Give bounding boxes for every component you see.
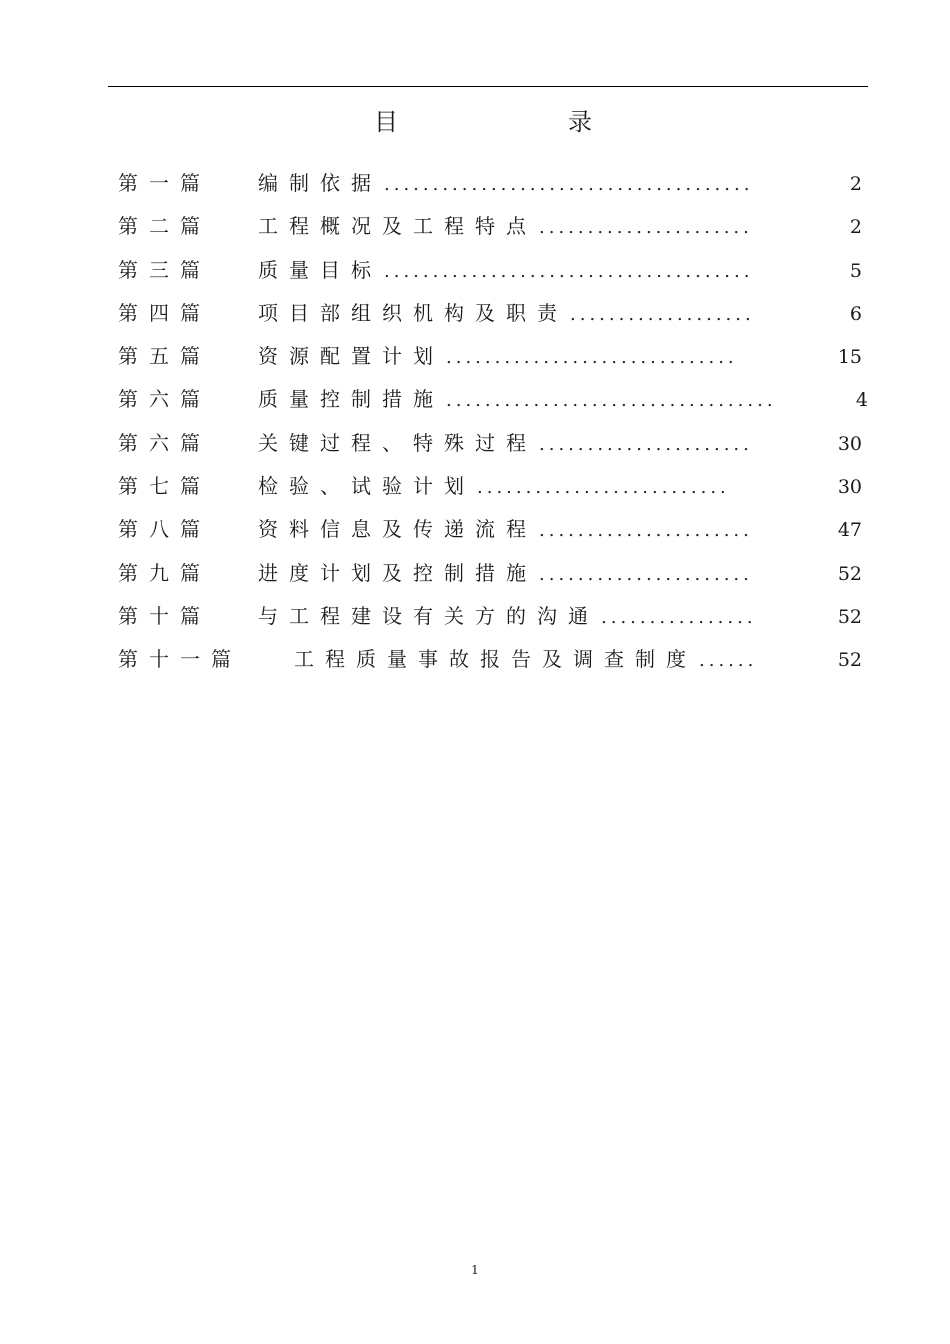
toc-entry[interactable] — [118, 638, 870, 681]
toc-entry[interactable] — [118, 552, 870, 595]
toc-dot-leader: ...... — [699, 650, 758, 672]
toc-chapter-label: 第九篇 — [118, 560, 211, 585]
toc-page-number: 2 — [849, 173, 862, 195]
toc-dot-leader: ................... — [570, 303, 755, 325]
toc-page-number: 15 — [837, 346, 862, 369]
toc-page-number: 2 — [849, 216, 862, 239]
toc-page-number: 52 — [837, 562, 862, 585]
toc-entry[interactable] — [118, 205, 870, 248]
toc-entry[interactable] — [118, 335, 870, 378]
toc-entry-title: 工程概况及工程特点 — [258, 214, 537, 239]
toc-page-number: 52 — [837, 649, 862, 672]
toc-dot-leader: ...................... — [539, 520, 753, 542]
toc-entry[interactable] — [118, 508, 870, 551]
toc-page-number: 47 — [837, 519, 862, 542]
toc-entry[interactable] — [118, 422, 870, 465]
toc-entry[interactable] — [118, 292, 870, 335]
toc-chapter-label: 第八篇 — [118, 517, 211, 542]
toc-entry-title: 质量目标 — [258, 257, 382, 282]
toc-dot-leader: ...................................... — [384, 174, 754, 195]
toc-chapter-label: 第四篇 — [118, 300, 211, 325]
toc-chapter-label: 第二篇 — [118, 214, 211, 239]
toc-dot-leader: ...................................... — [384, 260, 754, 282]
toc-dot-leader: ...................... — [539, 217, 753, 239]
toc-page-number: 52 — [837, 605, 862, 628]
toc-heading-char-2: 录 — [568, 108, 592, 136]
toc-chapter-label: 第六篇 — [118, 430, 211, 455]
toc-heading-char-1: 目 — [374, 108, 398, 136]
toc-entry[interactable] — [118, 162, 870, 205]
toc-entry-title: 编制依据 — [258, 171, 382, 195]
toc-entry-title: 进度计划及控制措施 — [258, 560, 537, 585]
toc-entry-title: 项目部组织机构及职责 — [258, 300, 568, 325]
toc-entry[interactable] — [118, 595, 870, 638]
toc-entry[interactable] — [118, 465, 870, 508]
toc-entry-title: 与工程建设有关方的沟通 — [258, 603, 599, 628]
toc-chapter-label: 第五篇 — [118, 344, 211, 369]
header-rule — [108, 86, 868, 87]
toc-page-number: 4 — [855, 389, 868, 412]
toc-dot-leader: ................ — [601, 606, 757, 628]
toc-entry-title: 工程质量事故报告及调查制度 — [294, 647, 697, 672]
toc-entry-title: 质量控制措施 — [258, 387, 444, 412]
toc-dot-leader: .......................... — [477, 477, 730, 499]
toc-entry[interactable] — [118, 378, 870, 421]
toc-entry-title: 资源配置计划 — [258, 344, 444, 369]
toc-chapter-label: 第三篇 — [118, 257, 211, 282]
toc-chapter-label: 第十篇 — [118, 603, 211, 628]
toc-chapter-label: 第六篇 — [118, 387, 211, 412]
toc-page-number: 5 — [849, 259, 862, 282]
toc-chapter-label: 第七篇 — [118, 474, 211, 499]
toc-entry-title: 检验、试验计划 — [258, 474, 475, 499]
toc-heading — [0, 104, 950, 140]
toc-dot-leader: .................................. — [446, 390, 777, 412]
toc-entry[interactable] — [118, 249, 870, 292]
toc-dot-leader: ...................... — [539, 563, 753, 585]
toc-page-number: 6 — [849, 302, 862, 325]
toc-dot-leader: ...................... — [539, 433, 753, 455]
toc-chapter-label: 第十一篇 — [118, 647, 242, 672]
toc-entry-title: 关键过程、特殊过程 — [258, 430, 537, 455]
toc-page-number: 30 — [837, 432, 862, 455]
toc-entry-title: 资料信息及传递流程 — [258, 517, 537, 542]
page-footer-number: 1 — [471, 1263, 479, 1277]
toc-page-number: 30 — [837, 476, 862, 499]
toc-chapter-label: 第一篇 — [118, 171, 211, 195]
toc-list — [118, 162, 870, 682]
toc-dot-leader: .............................. — [446, 347, 738, 369]
